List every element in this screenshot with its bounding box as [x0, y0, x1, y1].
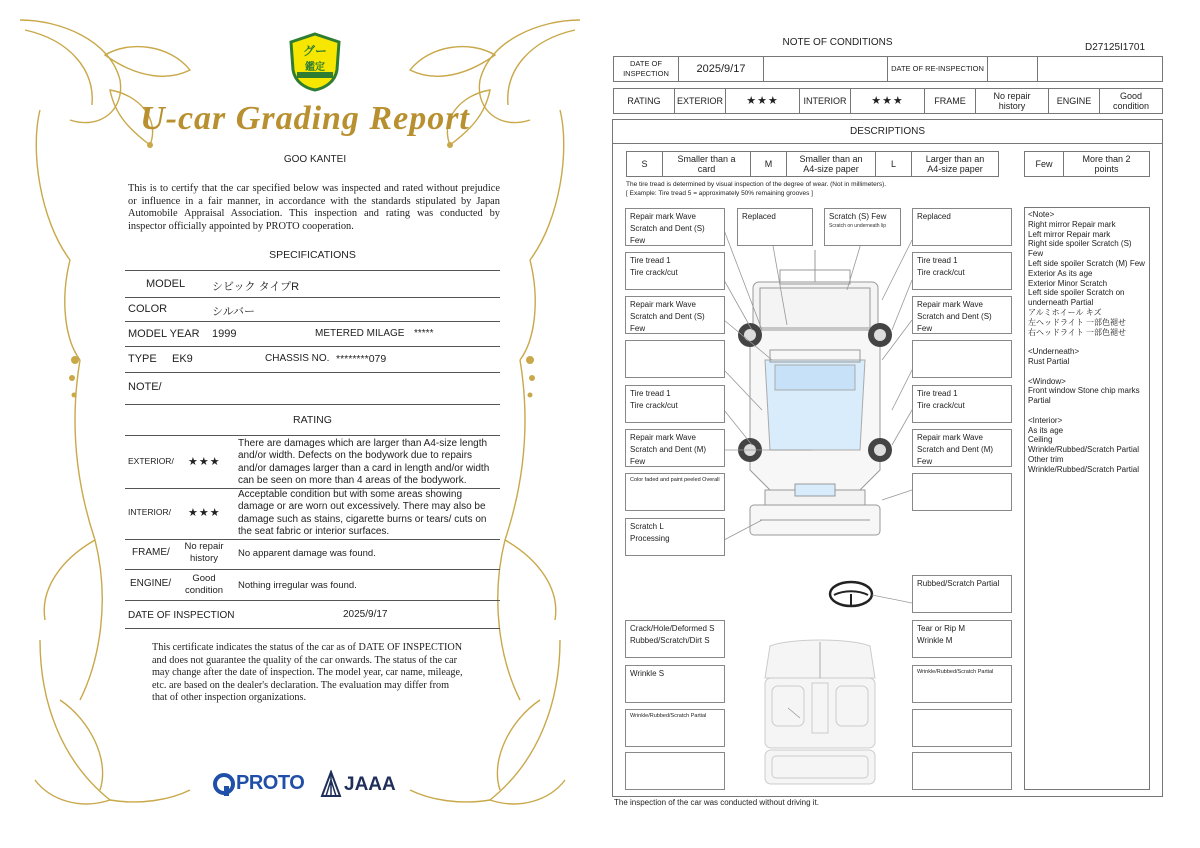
desc-text: Rubbed/Scratch Partial [917, 579, 1000, 588]
steering-wheel-icon [828, 580, 874, 608]
desc-text: Wrinkle/Rubbed/Scratch Partial [630, 713, 707, 719]
interior-label: INTERIOR/ [128, 507, 171, 517]
interior-stars: ★★★ [850, 88, 925, 114]
frame-label: FRAME [924, 88, 976, 114]
desc-text: Tire crack/cut [917, 268, 965, 277]
desc-box-interior-dash [625, 620, 725, 658]
desc-text: Replaced [742, 212, 776, 221]
desc-text: Wrinkle S [630, 669, 665, 678]
note-label: NOTE/ [128, 381, 162, 393]
desc-box-color-faded [625, 473, 725, 511]
frame-label: FRAME/ [132, 547, 170, 558]
desc-text: Wrinkle/Rubbed/Scratch Partial [917, 669, 994, 675]
divider [125, 372, 500, 373]
legend-s: S [626, 151, 663, 177]
desc-box-empty [912, 473, 1012, 511]
reinspection-label: DATE OF RE-INSPECTION [887, 56, 988, 82]
divider [125, 539, 500, 540]
desc-text: Tire tread 1 [630, 389, 671, 398]
desc-text: Wrinkle M [917, 636, 953, 645]
frame-value: No repair history [184, 541, 224, 564]
desc-text: Tire crack/cut [630, 401, 678, 410]
desc-text: Scratch and Dent (S) Few [917, 312, 992, 333]
tire-note-1: The tire tread is determined by visual inspection of the degree of wear. (Not in millimeters). [626, 181, 887, 188]
rating-label: RATING [613, 88, 675, 114]
desc-text: Scratch and Dent (M) Few [917, 445, 994, 466]
desc-text: Scratch and Dent (M) Few [630, 445, 707, 466]
report-title: U-car Grading Report [140, 100, 470, 137]
desc-text: Repair mark Wave [630, 212, 696, 221]
certificate-footer-text: This certificate indicates the status of the car as of DATE OF INSPECTION and does not guarantee the quality of the car onwards. The status of the car may change after the date of inspection. The model year, car name, mileage, etc. are based on the dealer's declaration. The evaluation may differ from that of other inspection organizations. [152, 642, 463, 703]
color-label: COLOR [128, 303, 168, 315]
jaaa-logo [320, 770, 400, 798]
badge-bottom-text: 鑑定 [305, 62, 325, 73]
legend-few: Few [1024, 151, 1064, 177]
conditions-heading: NOTE OF CONDITIONS [782, 37, 893, 48]
desc-text: Crack/Hole/Deformed S [630, 624, 715, 633]
desc-text: Tire tread 1 [917, 256, 958, 265]
desc-text: Scratch and Dent (S) Few [630, 312, 705, 333]
desc-box-right-tire-front [912, 252, 1012, 290]
note-of-conditions [600, 0, 1200, 848]
exterior-label: EXTERIOR/ [128, 456, 174, 466]
legend-l: L [875, 151, 912, 177]
desc-text: Repair mark Wave [917, 433, 983, 442]
exterior-stars: ★★★ [188, 456, 221, 468]
engine-value: Good condition [184, 573, 224, 596]
engine-label: ENGINE/ [130, 578, 172, 589]
date-of-inspection-value: 2025/9/17 [678, 56, 764, 82]
desc-box-right-replaced [912, 208, 1012, 246]
chassis-label: CHASSIS NO. [265, 353, 330, 364]
divider [125, 297, 500, 298]
exterior-label: EXTERIOR [674, 88, 726, 114]
desc-box-front-scratch [824, 208, 901, 246]
car-interior-diagram [750, 638, 890, 788]
desc-text: Tire crack/cut [917, 401, 965, 410]
desc-box-right-rear [912, 429, 1012, 467]
type-value: EK9 [172, 353, 193, 365]
desc-box-rear-scratch [625, 518, 725, 556]
proto-logo-text: PROTO [236, 772, 305, 794]
desc-box-left-tire-rear [625, 385, 725, 423]
date-of-inspection-label: DATE OF INSPECTION [613, 56, 679, 82]
divider [125, 600, 500, 601]
desc-box-left-front-2 [625, 296, 725, 334]
model-value: シビック タイプR [212, 281, 300, 293]
desc-text: Tire tread 1 [630, 256, 671, 265]
reinspection-value-1 [987, 56, 1038, 82]
reinspection-value-2 [1037, 56, 1163, 82]
goo-kantei-badge [287, 32, 343, 92]
color-value: シルバー [212, 306, 255, 318]
desc-subtext: Scratch on underneath lip [829, 223, 886, 229]
desc-text: Tire tread 1 [917, 389, 958, 398]
exterior-description: There are damages which are larger than A4-size length and/or width. Defects on the bodywork due to repairs and/or damages larger than a card in length and/or width can be seen on more than 4 areas of the bodywork. [238, 438, 490, 487]
desc-box-steering [912, 575, 1012, 613]
legend-l-text: Larger than an A4-size paper [911, 151, 999, 177]
jaaa-logo-icon [320, 770, 342, 798]
proto-logo-icon [212, 772, 236, 796]
notes-text: <Note> Right mirror Repair mark Left mirror Repair mark Right side spoiler Scratch (S) Few Left side spoiler Scratch (M) Few Exterior As its age Exterior Minor Scratch Left side spoiler Scratch on underneath Partial アルミホイール キズ 左ヘッドライト 一部色褪せ 右ヘッドライト 一部色褪せ <Underneath> Rust Partial <Window> Front window Stone chip marks Partial <Interior> As its age Ceiling Wrinkle/Rubbed/Scratch Partial Other trim Wrinkle/Rubbed/Scratch Partial [1028, 210, 1145, 474]
divider [125, 270, 500, 271]
proto-logo [212, 770, 322, 798]
desc-box-empty [912, 709, 1012, 747]
desc-text: Scratch (S) Few [829, 212, 887, 221]
interior-label: INTERIOR [799, 88, 851, 114]
desc-box-empty [912, 752, 1012, 790]
divider [125, 404, 500, 405]
report-id: D27125I1701 [1085, 42, 1146, 53]
model-year-value: 1999 [212, 328, 237, 340]
desc-box-interior-door-right [912, 665, 1012, 703]
legend-few-text: More than 2 points [1063, 151, 1150, 177]
rating-heading: RATING [293, 414, 332, 426]
jaaa-logo-text: JAAA [344, 774, 396, 795]
desc-box-empty [625, 340, 725, 378]
frame-value: No repair history [975, 88, 1049, 114]
desc-text: Repair mark Wave [917, 300, 983, 309]
divider [125, 569, 500, 570]
legend-m-text: Smaller than an A4-size paper [786, 151, 876, 177]
desc-box-interior-door-left [625, 709, 725, 747]
chassis-value: ********079 [336, 353, 387, 365]
legend-s-text: Smaller than a card [662, 151, 751, 177]
desc-box-interior-wrinkle [625, 665, 725, 703]
specifications-heading: SPECIFICATIONS [269, 249, 356, 261]
desc-text: Repair mark Wave [630, 433, 696, 442]
engine-label: ENGINE [1048, 88, 1100, 114]
conditions-footer: The inspection of the car was conducted without driving it. [614, 798, 819, 807]
report-subtitle: GOO KANTEI [283, 154, 347, 165]
desc-text: Color faded and paint peeled Overall [630, 477, 720, 483]
desc-box-interior-tear [912, 620, 1012, 658]
exterior-stars: ★★★ [725, 88, 800, 114]
desc-box-right-front-2 [912, 296, 1012, 334]
desc-box-right-tire-rear [912, 385, 1012, 423]
desc-text: Processing [630, 534, 670, 543]
engine-value: Good condition [1099, 88, 1163, 114]
desc-text: Tire crack/cut [630, 268, 678, 277]
interior-description: Acceptable condition but with some areas showing damage or are worn out excessively. There may also be damage such as stains, cigarette burns or tears/ cuts on the seat fabric or interior surfaces. [238, 489, 487, 538]
desc-box-left-front [625, 208, 725, 246]
frame-description: No apparent damage was found. [238, 548, 376, 559]
desc-box-left-rear [625, 429, 725, 467]
descriptions-heading: DESCRIPTIONS [612, 120, 1163, 144]
desc-box-left-tire-front [625, 252, 725, 290]
metered-milage-value: ***** [414, 328, 434, 339]
desc-text: Rubbed/Scratch/Dirt S [630, 636, 710, 645]
date-blank-cell [763, 56, 888, 82]
desc-text: Repair mark Wave [630, 300, 696, 309]
badge-top-text: グー [302, 44, 327, 58]
desc-text: Tear or Rip M [917, 624, 966, 633]
divider [125, 435, 500, 436]
divider [125, 346, 500, 347]
desc-text: Replaced [917, 212, 951, 221]
metered-milage-label: METERED MILAGE [315, 328, 405, 339]
desc-box-left-replaced [737, 208, 813, 246]
interior-stars: ★★★ [188, 507, 221, 519]
legend-m: M [750, 151, 787, 177]
certificate-intro: This is to certify that the car specified below was inspected and rated without prejudice or influence in a fair manner, in accordance with the standards stipulated by Japan Automobile Appraisal Association. This inspection and rating was conducted by inspector officially appointed by PROTO cooperation. [128, 183, 500, 232]
model-label: MODEL [146, 278, 186, 290]
desc-box-empty [625, 752, 725, 790]
desc-box-empty [912, 340, 1012, 378]
type-label: TYPE [128, 353, 157, 365]
divider [125, 628, 500, 629]
engine-description: Nothing irregular was found. [238, 580, 357, 591]
desc-text: Scratch and Dent (S) Few [630, 224, 705, 245]
model-year-label: MODEL YEAR [128, 328, 200, 340]
date-of-inspection-label: DATE OF INSPECTION [128, 610, 235, 621]
date-of-inspection-value: 2025/9/17 [343, 609, 388, 620]
divider [125, 321, 500, 322]
steering-leader-line [872, 585, 912, 605]
tire-note-2: [ Example: Tire tread 5 = approximately 50% remaining grooves ] [626, 190, 813, 197]
desc-text: Scratch L [630, 522, 664, 531]
